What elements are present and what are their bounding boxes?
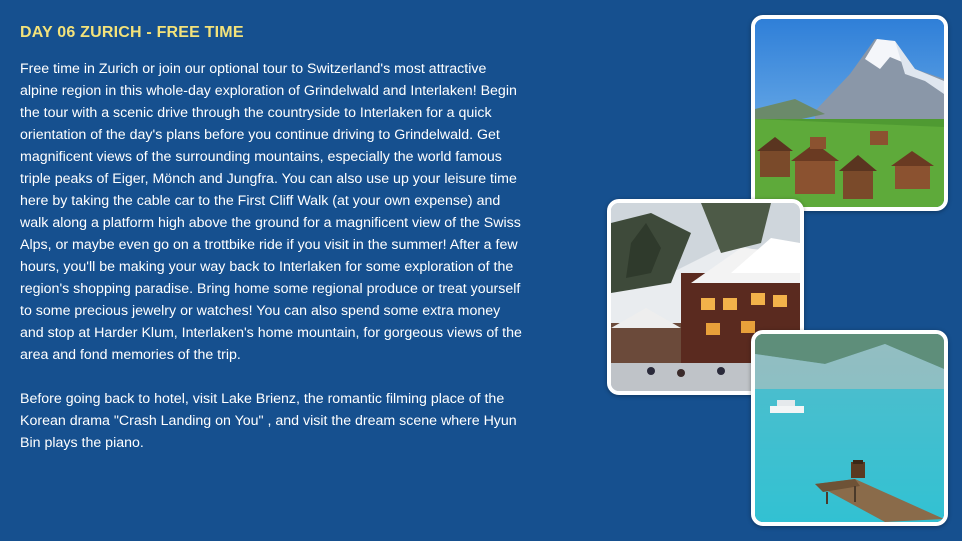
- lake-brienz-piano-photo: [751, 330, 948, 526]
- day-title: DAY 06 ZURICH - FREE TIME: [20, 24, 244, 41]
- description-paragraph-1: Free time in Zurich or join our optional tour to Switzerland's most attractive alpine region in this whole-day exploration of Grindelwald and Interlaken! Begin the tour with a scenic drive through the countryside to Interlaken for a quick orientation of the day's plans before you continue driving to Grindelwald. Get magnificent views of the surrounding mountains, especially the world famous triple peaks of Eiger, Mönch and Jungfra. You can also use up your leisure time here by taking the cable car to the First Cliff Walk (at your own expense) and walk along a platform high above the ground for a magnificent view of the Swiss Alps, or maybe even go on a trottbike ride if you visit in the summer! After a few hours, you'll be making your way back to Interlaken for some exploration of the region's shopping paradise. Bring home some regional produce or treat yourself to some precious jewelry or watches! You can also spend some extra money and stop at Harder Klum, Interlaken's home mountain, for gorgeous views of the area and fond memories of the trip.: [20, 61, 522, 363]
- grindelwald-mountain-photo: [751, 15, 948, 211]
- day-description: [20, 58, 525, 476]
- description-paragraph-2: Before going back to hotel, visit Lake Brienz, the romantic filming place of the Korean drama "Crash Landing on You" , and visit the dream scene where Hyun Bin plays the piano.: [20, 391, 517, 451]
